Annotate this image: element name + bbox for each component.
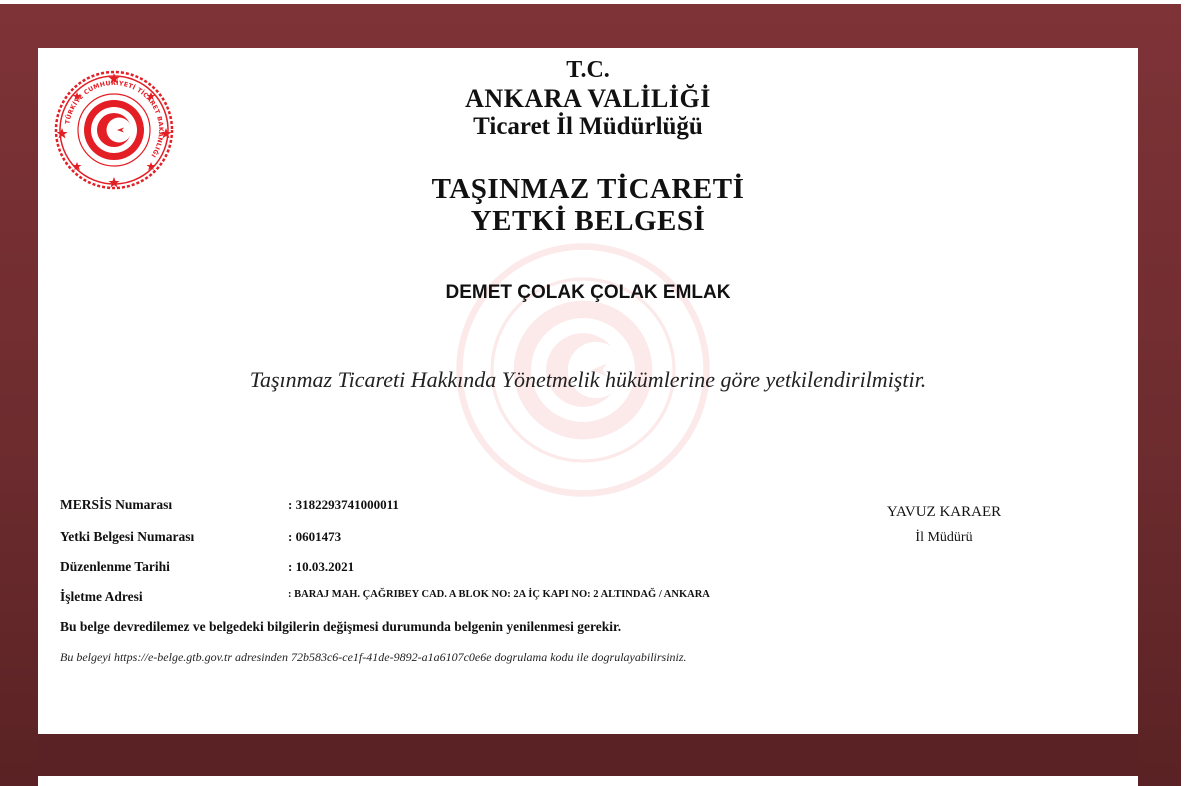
certificate-sheet xyxy=(38,48,1138,734)
business-address-label: İşletme Adresi xyxy=(60,589,143,604)
issue-date-label: Düzenlenme Tarihi xyxy=(60,559,170,574)
frame-bottom-edge xyxy=(38,776,1138,786)
company-name: DEMET ÇOLAK ÇOLAK EMLAK xyxy=(445,282,731,303)
certificate-title-line2: YETKİ BELGESİ xyxy=(470,205,706,237)
certificate-number-value: : 0601473 xyxy=(288,529,342,544)
mersis-value: : 3182293741000011 xyxy=(288,497,399,512)
issue-date-value: : 10.03.2021 xyxy=(288,559,355,574)
frame-bottom-band xyxy=(38,734,1138,776)
frame-right-edge xyxy=(1181,0,1185,786)
authorization-statement: Taşınmaz Ticareti Hakkında Yönetmelik hükümlerine göre yetkilendirilmiştir. xyxy=(249,367,927,392)
frame-top-edge xyxy=(0,0,1185,4)
signatory-title: İl Müdürü xyxy=(915,530,973,545)
verification-text: Bu belgeyi https://e-belge.gtb.gov.tr adresinden 72b583c6-ce1f-41de-9892-a1a6107c0e6e dogrulama kodu ile dogrulayabilirsiniz. xyxy=(60,650,687,664)
header-governorship: ANKARA VALİLİĞİ xyxy=(465,84,711,113)
certificate-title-line1: TAŞINMAZ TİCARETİ xyxy=(431,173,745,205)
business-address-value: : BARAJ MAH. ÇAĞRIBEY CAD. A BLOK NO: 2A İÇ KAPI NO: 2 ALTINDAĞ / ANKARA xyxy=(288,589,710,600)
header-tc: T.C. xyxy=(566,57,610,83)
certificate-number-label: Yetki Belgesi Numarası xyxy=(60,529,195,544)
mersis-label: MERSİS Numarası xyxy=(60,497,173,512)
signatory-name: YAVUZ KARAER xyxy=(886,504,1002,520)
header-directorate: Ticaret İl Müdürlüğü xyxy=(473,113,703,140)
svg-text:TÜRKİYE CUMHURİYETİ TİCARET BA: TÜRKİYE CUMHURİYETİ TİCARET BAKANLIĞI xyxy=(64,79,165,159)
transfer-notice: Bu belge devredilemez ve belgedeki bilgilerin değişmesi durumunda belgenin yenilenmesi gerekir. xyxy=(60,619,622,634)
